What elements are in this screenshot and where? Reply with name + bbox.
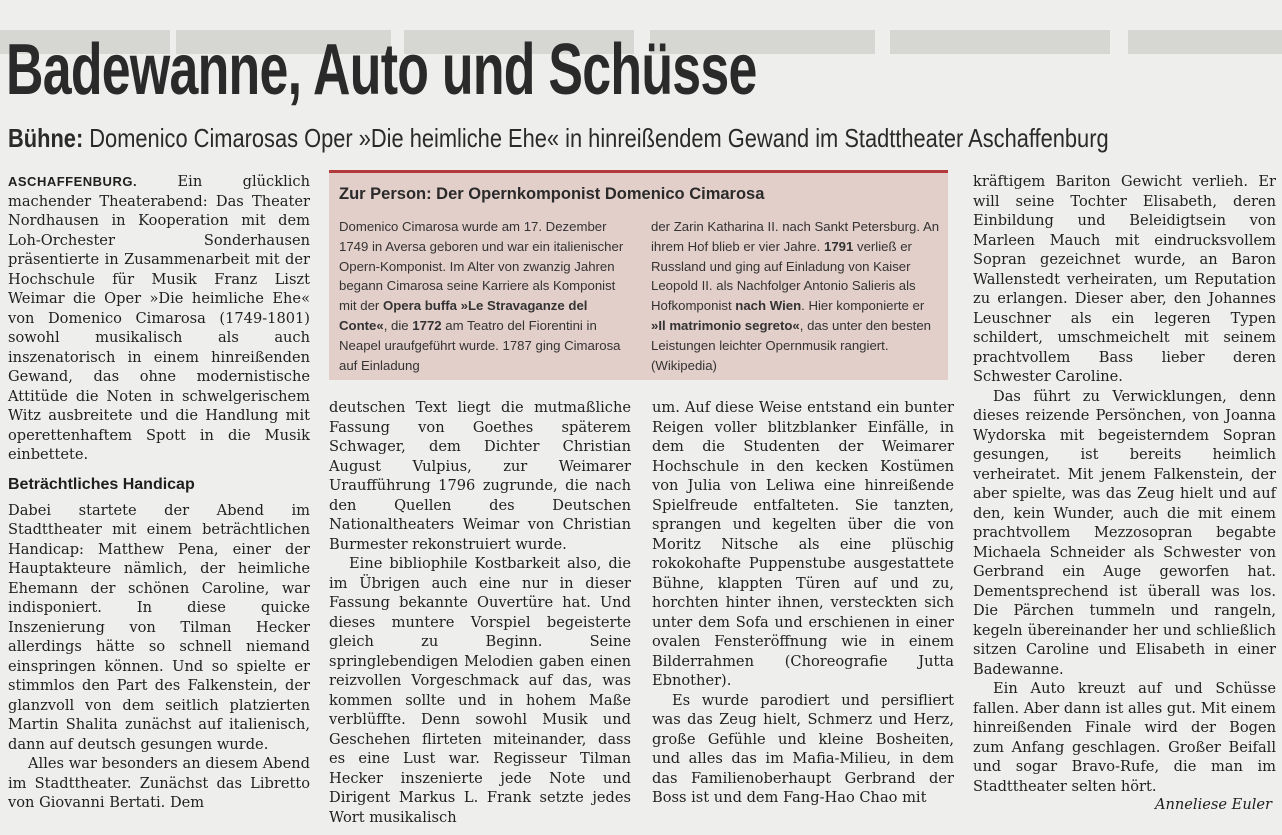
article-paragraph: kräftigem Bariton Gewicht verlieh. Er will seine Tochter Elisabeth, deren Einbildung und Beleidigtsein von Marleen Mauch mit eindrucksvollem Sopran gezeichnet wurde, an Baron Wallenstedt verheiraten, um Reputation zu erlangen. Dieser aber, den Johannes Leuschner als ein legeren Typen schildert, umschmeichelt mit seinem prachtvollem Bass lieber deren Schwester Caroline. (973, 173, 1276, 385)
article-paragraph: Ein glücklich machender Theaterabend: Das Theater Nordhausen in Kooperation mit dem Loh-Orchester Sonderhausen präsentierte in Zusammenarbeit mit der Hochschule für Musik Franz Liszt Weimar die Oper »Die heimliche Ehe« von Domenico Cimarosa (1749-1801) sowohl musikalisch als auch inszenatorisch in einem hinreißenden Gewand, das ohne modernistische Attitüde die Noten in schwelgerischem Witz ausbreitete und die Handlung mit operettenhaftem Spott in die Musik einbettete. (8, 173, 310, 463)
info-text: , das unter den besten Leistungen leichter Opernmusik rangiert. (Wikipedia) (651, 317, 932, 373)
article-paragraph: Es wurde parodiert und persifliert was das Zeug hielt, Schmerz und Herz, große Gefühle und kleine Bosheiten, und alles das im Mafia-Milieu, in dem das Familienoberhaupt Gerbrand der Boss ist und dem Fang-Hao Chao mit (652, 691, 954, 806)
info-bold: Opera buffa »Le Stravaganze del Conte« (339, 298, 588, 333)
adjacent-page-strip (890, 30, 1110, 54)
article-column-4 (973, 172, 1276, 796)
subheadline (8, 122, 1109, 154)
info-text: Domenico Cimarosa wurde am 17. Dezember 1749 in Aversa geboren und war ein italienischer Opern-Komponist. Im Alter von zwanzig Jahren begann Cimarosa seine Karriere als Komponist mit der (339, 219, 624, 314)
author-byline: Anneliese Euler (1154, 796, 1272, 813)
article-paragraph: um. Auf diese Weise entstand ein bunter Reigen voller blitzblanker Einfälle, in dem die Studenten der Weimarer Hochschule in den kecken Kostümen von Julia von Leliwa eine hinreißende Spielfreude entfalteten. Sie tanzten, sprangen und kegelten über die von Moritz Nitsche als eine plüschig rokokohafte Puppenstube ausgestattete Bühne, klappten Türen auf und zu, horchten hinter ihnen, versteckten sich unter dem Sofa und erschienen in einer ovalen Fensteröffnung wie in einem Bilderrahmen (Choreografie Jutta Ebnother). (652, 399, 954, 689)
info-box-column-left (339, 217, 631, 375)
info-text: der Zarin Katharina II. nach Sankt Petersburg. An ihrem Hof blieb er vier Jahre. (651, 219, 940, 254)
info-bold: »Il matrimonio segreto« (651, 317, 800, 333)
section-heading: Beträchtliches Handicap (8, 475, 195, 493)
info-box-title: Zur Person: Der Opernkomponist Domenico Cimarosa (339, 185, 765, 203)
info-box-column-right (651, 217, 941, 375)
info-bold: 1772 (412, 317, 442, 333)
info-text: . Hier komponierte er (801, 298, 925, 314)
article-paragraph: deutschen Text liegt die mutmaßliche Fassung von Goethes späterem Schwager, dem Dichter Christian August Vulpius, zur Weimarer Uraufführung 1796 zugrunde, die nach den Quellen des Deutschen Nationaltheaters Weimar von Christian Burmester rekonstruiert wurde. (329, 399, 631, 553)
info-text: am Teatro del Fiorentini in Neapel uraufgeführt wurde. 1787 ging Cimarosa auf Einladung (339, 317, 621, 373)
info-text: , die (383, 317, 413, 333)
subheadline-kicker: Bühne: (8, 123, 84, 153)
article-paragraph: Eine bibliophile Kostbarkeit also, die im Übrigen auch eine nur in dieser Fassung bekannte Ouvertüre hat. Und dieses muntere Vorspiel begeisterte gleich zu Beginn. Seine springlebendigen Melodien gaben einen reizvollen Vorgeschmack auf das, was kommen sollte und in hohem Maße verblüffte. Denn sowohl Musik und Geschehen flirteten miteinander, dass es eine Lust war. Regisseur Tilman Hecker inszenierte jede Note und Dirigent Markus L. Frank setzte jedes Wort musikalisch (329, 555, 631, 826)
info-bold: 1791 (823, 238, 854, 254)
info-text: verließ er Russland und ging auf Einladung von Kaiser Leopold II. als Nachfolger Antonio Salieris als Hofkomponist (651, 238, 916, 314)
article-paragraph: Dabei startete der Abend im Stadttheater mit einem beträchtlichen Handicap: Matthew Pena, einer der Hauptakteure nämlich, der heimliche Ehemann der schönen Caroline, war indisponiert. In diese quicke Inszenierung von Tilman Hecker allerdings hätte so schnell niemand einspringen können. Und so spielte er stimmlos den Part des Falkenstein, der glanzvoll von dem seitlich platzierten Martin Shalita zunächst auf italienisch, dann auf deutsch gesungen wurde. (8, 501, 310, 753)
subheadline-text: Domenico Cimarosas Oper »Die heimliche Ehe« in hinreißendem Gewand im Stadttheater Aschaffenburg (83, 123, 1109, 153)
article-paragraph: Ein Auto kreuzt auf und Schüsse fallen. Aber dann ist alles gut. Mit einem hinreißenden Finale wird der Bogen zum Anfang geschlagen. Großer Beifall und sogar Bravo-Rufe, die man im Stadttheater selten hört. (973, 680, 1276, 795)
article-paragraph: Alles war besonders an diesem Abend im Stadttheater. Zunächst das Libretto von Giovanni Bertati. Dem (8, 755, 310, 811)
info-box (329, 170, 948, 380)
headline: Badewanne, Auto und Schüsse (6, 30, 757, 110)
info-bold: nach Wien (735, 298, 802, 314)
article-paragraph: Das führt zu Verwicklungen, denn dieses reizende Persönchen, von Joanna Wydorska mit begeisterndem Sopran gesungen, ist bereits heimlich verheiratet. Mit jenem Falkenstein, der aber spielte, was das Zeug hielt und auf den, kein Wunder, auch die mit einem prachtvollem Mezzosopran begabte Michaela Schneider als Schwester von Gerbrand ein Auge geworfen hat. Dementsprechend ist überall was los. Die Pärchen tummeln und rangeln, kegeln übereinander her und schließlich sitzen Caroline und Elisabeth in einer Badewanne. (973, 387, 1276, 678)
article-column-3 (652, 398, 954, 808)
article-column-2 (329, 398, 631, 827)
dateline: ASCHAFFENBURG. (8, 174, 138, 189)
adjacent-page-strip (1128, 30, 1282, 54)
article-column-1 (8, 172, 310, 813)
